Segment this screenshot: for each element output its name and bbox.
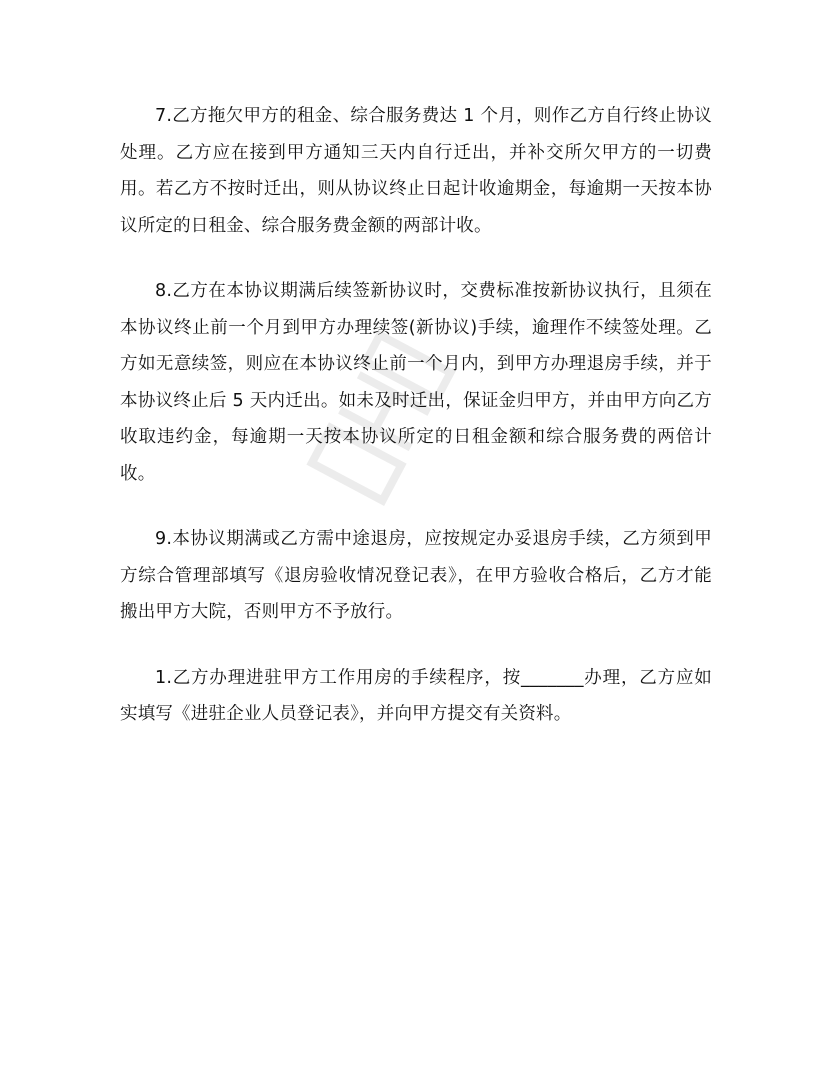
paragraph-clause-1: 1.乙方办理进驻甲方工作用房的手续程序，按_______办理，乙方应如实填写《进驻企业人员登记表》，并向甲方提交有关资料。: [120, 667, 712, 724]
document-body: [120, 98, 712, 762]
paragraph-clause-8: 8.乙方在本协议期满后续签新协议时，交费标准按新协议执行，且须在本协议终止前一个月到甲方办理续签(新协议)手续，逾理作不续签处理。乙方如无意续签，则应在本协议终止前一个月内，到甲方办理退房手续，并于本协议终止后 5 天内迁出。如未及时迁出，保证金归甲方，并由甲方向乙方收取违约金，每逾期一天按本协议所定的日租金额和综合服务费的两倍计收。: [120, 281, 712, 484]
paragraph-clause-7: 7.乙方拖欠甲方的租金、综合服务费达 1 个月，则作乙方自行终止协议处理。乙方应在接到甲方通知三天内自行迁出，并补交所欠甲方的一切费用。若乙方不按时迁出，则从协议终止日起计收逾期金，每逾期一天按本协议所定的日租金、综合服务费金额的两部计收。: [120, 106, 712, 236]
paragraph-clause-9: 9.本协议期满或乙方需中途退房，应按规定办妥退房手续，乙方须到甲方综合管理部填写《退房验收情况登记表》，在甲方验收合格后，乙方才能搬出甲方大院，否则甲方不予放行。: [120, 529, 712, 622]
